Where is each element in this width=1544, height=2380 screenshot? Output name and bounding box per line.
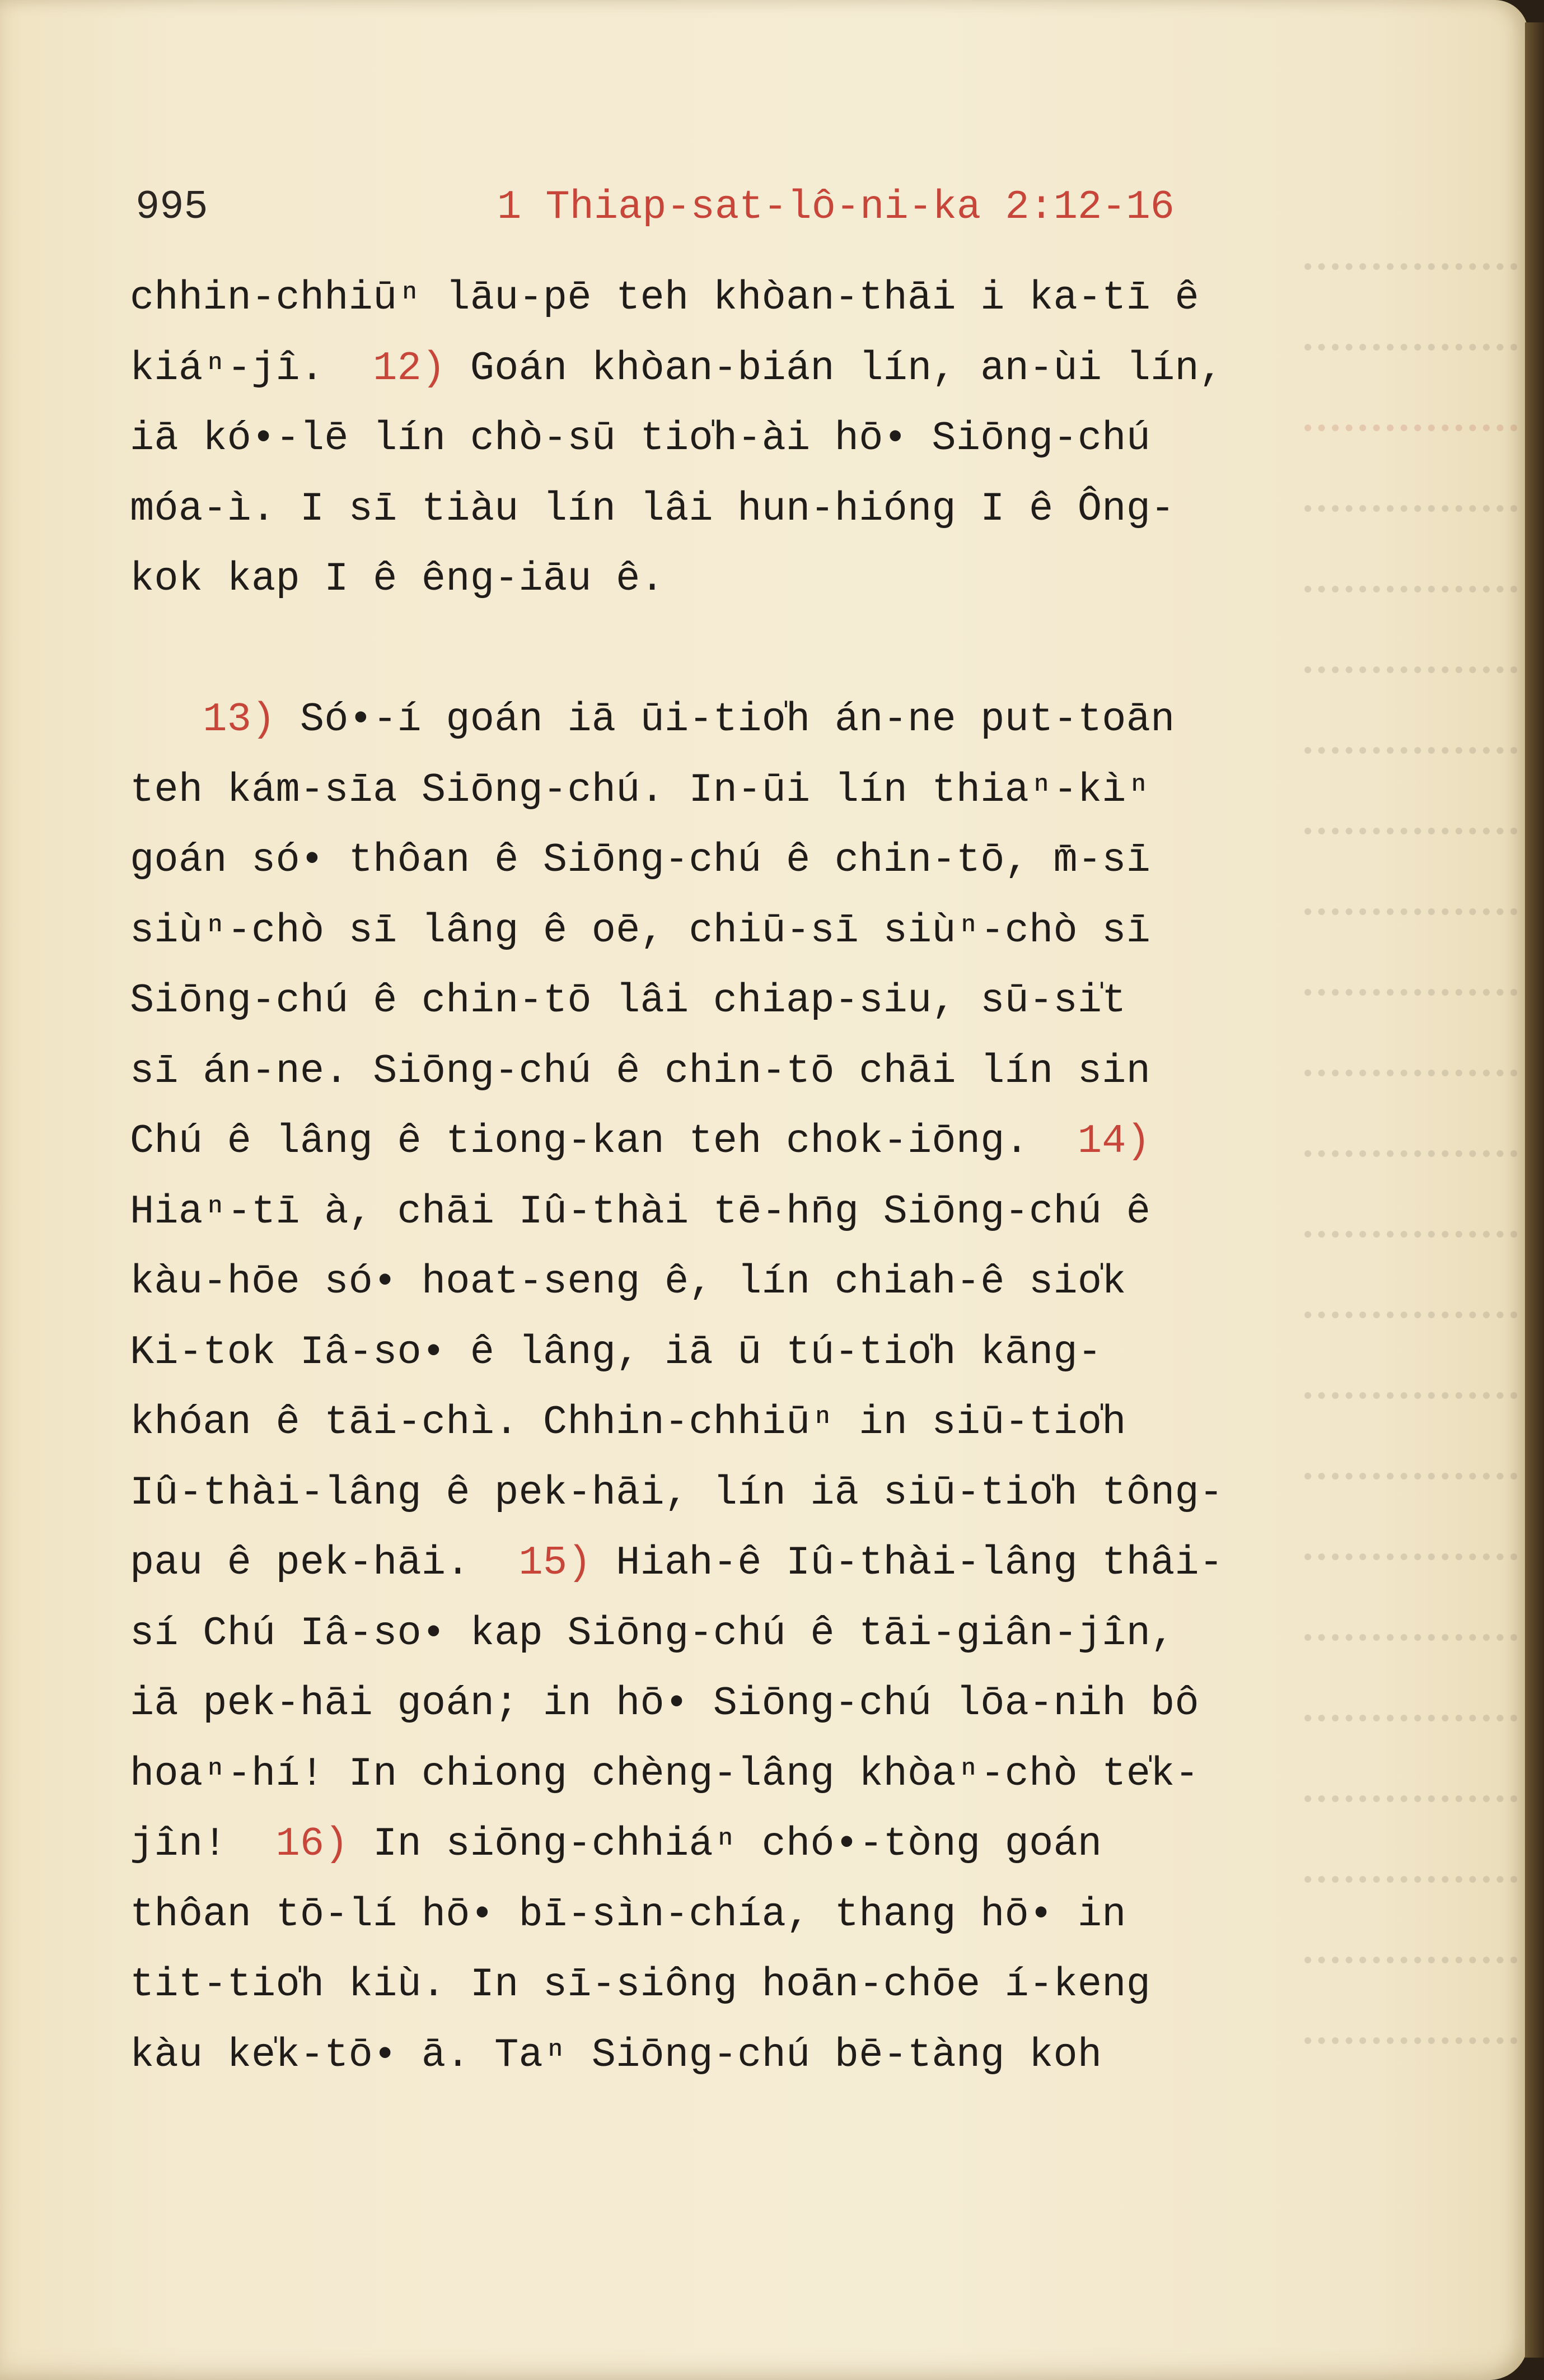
bleed-through-line (1304, 916, 1517, 996)
text-segment: kàu ke̍k-tō• ā. Taⁿ Siōng-chú bē-tàng koh (130, 2032, 1102, 2078)
text-segment: khóan ê tāi-chì. Chhin-chhiūⁿ in siū-tio̍h (130, 1399, 1126, 1445)
bleed-through-line (1304, 2045, 1517, 2094)
text-line (130, 474, 1306, 545)
text-segment: thôan tō-lí hō• bī-sìn-chía, thang hō• in (130, 1891, 1126, 1938)
bleed-through-line (1304, 1158, 1517, 1238)
bleed-through-line (1304, 352, 1517, 431)
bleed-through-line (1304, 594, 1517, 673)
text-segment: kok kap I ê êng-iāu ê. (130, 556, 665, 602)
text-segment: móa-ì. I sī tiàu lín lâi hun-hióng I ê Ông- (130, 486, 1175, 532)
bleed-through-line (1304, 190, 1517, 270)
text-line (130, 1599, 1306, 1669)
bleed-through-line (1304, 997, 1517, 1076)
text-segment: sí Chú Iâ-so• kap Siōng-chú ê tāi-giân-jîn, (130, 1610, 1175, 1656)
bleed-through-line (1304, 1077, 1517, 1157)
text-line (130, 1739, 1306, 1810)
text-segment: kàu-hōe só• hoat-seng ê, lín chiah-ê sio̍k (130, 1259, 1126, 1305)
verse-number: 14) (1077, 1118, 1151, 1164)
scripture-text (130, 263, 1306, 2090)
bleed-through-line (1304, 513, 1517, 592)
running-head: 1 Thiap-sat-lô-ni-ka 2:12-16 (497, 184, 1175, 230)
bleed-through-line (1304, 1319, 1517, 1399)
text-segment: iā pek-hāi goán; in hō• Siōng-chú lōa-nih bô (130, 1681, 1199, 1726)
text-segment: kiáⁿ-jî. (130, 345, 373, 391)
text-segment: sī án-ne. Siōng-chú ê chin-tō chāi lín sin (130, 1048, 1151, 1094)
text-segment: Goán khòan-bián lín, an-ùi lín, (446, 345, 1224, 391)
text-segment: Ki-tok Iâ-so• ê lâng, iā ū tú-tio̍h kāng- (130, 1329, 1102, 1375)
text-segment: Iû-thài-lâng ê pek-hāi, lín iā siū-tio̍h tông- (130, 1469, 1224, 1516)
text-line (130, 334, 1306, 404)
bleed-through-line (1304, 432, 1517, 512)
text-segment: In siōng-chhiáⁿ chó•-tòng goán (348, 1821, 1102, 1867)
text-segment: Hiah-ê Iû-thài-lâng thâi- (591, 1540, 1224, 1586)
text-line (130, 755, 1306, 826)
verse-number: 16) (275, 1821, 349, 1867)
bleed-through-line (1304, 1803, 1517, 1883)
text-segment: hoaⁿ-hí! In chiong chèng-lâng khòaⁿ-chò te̍k- (130, 1751, 1199, 1797)
text-line (130, 1458, 1306, 1529)
text-line (130, 2020, 1306, 2091)
text-segment: iā kó•-lē lín chò-sū tio̍h-ài hō• Siōng-chú (130, 416, 1151, 461)
text-segment: chhin-chhiūⁿ lāu-pē teh khòan-thāi i ka-tī ê (130, 275, 1199, 321)
text-line (130, 1950, 1306, 2020)
bleed-through-text (1304, 190, 1517, 2094)
text-line (130, 1107, 1306, 1177)
text-segment: jîn! (130, 1821, 276, 1867)
bleed-through-line (1304, 1400, 1517, 1480)
text-segment (130, 697, 203, 743)
text-segment: teh kám-sīa Siōng-chú. In-ūi lín thiaⁿ-kìⁿ (130, 767, 1151, 813)
text-segment: tit-tio̍h kiù. In sī-siông hoān-chōe í-keng (130, 1962, 1151, 2008)
text-segment: Hiaⁿ-tī à, chāi Iû-thài tē-hn̄g Siōng-chú ê (130, 1188, 1151, 1235)
text-line (130, 544, 1306, 615)
paragraph-break (130, 615, 1306, 685)
text-line (130, 896, 1306, 967)
text-line (130, 1669, 1306, 1739)
bleed-through-line (1304, 1561, 1517, 1641)
text-line (130, 1528, 1306, 1599)
verse-number: 13) (203, 697, 276, 743)
text-line (130, 1037, 1306, 1107)
page-number: 995 (135, 184, 208, 230)
bleed-through-line (1304, 1239, 1517, 1318)
text-line (130, 1247, 1306, 1318)
text-line (130, 1809, 1306, 1880)
text-line (130, 825, 1306, 896)
page-header (135, 168, 1300, 246)
text-segment: siùⁿ-chò sī lâng ê oē, chiū-sī siùⁿ-chò sī (130, 907, 1151, 954)
text-line (130, 1177, 1306, 1248)
verse-number: 12) (373, 345, 446, 391)
bleed-through-line (1304, 1964, 1517, 2044)
bleed-through-line (1304, 1481, 1517, 1560)
text-line (130, 263, 1306, 334)
text-segment: goán só• thôan ê Siōng-chú ê chin-tō, m̄-sī (130, 837, 1151, 883)
text-line (130, 1318, 1306, 1388)
page-edge (1525, 22, 1544, 2358)
bleed-through-line (1304, 836, 1517, 915)
text-segment: Só•-í goán iā ūi-tio̍h án-ne put-toān (275, 697, 1175, 743)
text-line (130, 1880, 1306, 1950)
verse-number: 15) (518, 1540, 592, 1586)
bleed-through-line (1304, 1723, 1517, 1802)
text-line (130, 1388, 1306, 1458)
bleed-through-line (1304, 755, 1517, 834)
text-line (130, 685, 1306, 755)
bleed-through-line (1304, 1642, 1517, 1721)
text-segment: Chú ê lâng ê tiong-kan teh chok-iōng. (130, 1118, 1078, 1164)
bleed-through-line (1304, 271, 1517, 351)
text-line (130, 404, 1306, 474)
bleed-through-line (1304, 674, 1517, 754)
text-segment: pau ê pek-hāi. (130, 1540, 519, 1586)
bleed-through-line (1304, 1884, 1517, 1963)
text-segment: Siōng-chú ê chin-tō lâi chiap-siu, sū-si̍t (130, 978, 1126, 1024)
text-line (130, 966, 1306, 1037)
